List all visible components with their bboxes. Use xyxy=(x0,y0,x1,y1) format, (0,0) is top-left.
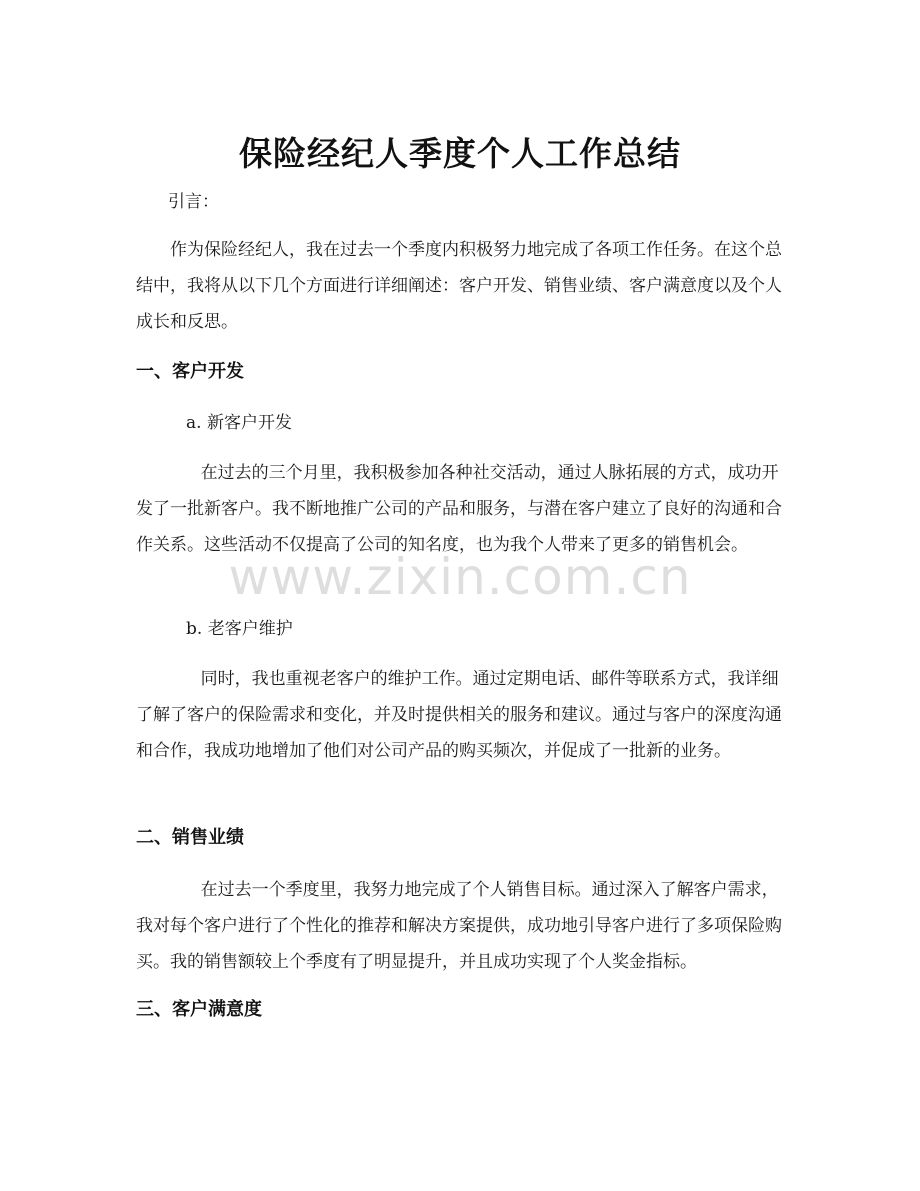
paragraph-existing-customers: 同时，我也重视老客户的维护工作。通过定期电话、邮件等联系方式，我详细了解了客户的保险需求和变化，并及时提供相关的服务和建议。通过与客户的深度沟通和合作，我成功地增加了他们对公司产品的购买频次，并促成了一批新的业务。 xyxy=(136,669,782,761)
intro-paragraph: 作为保险经纪人，我在过去一个季度内积极努力地完成了各项工作任务。在这个总结中，我将从以下几个方面进行详细阐述：客户开发、销售业绩、客户满意度以及个人成长和反思。 xyxy=(136,240,782,332)
paragraph-new-customers: 在过去的三个月里，我积极参加各种社交活动，通过人脉拓展的方式，成功开发了一批新客户。我不断地推广公司的产品和服务，与潜在客户建立了良好的沟通和合作关系。这些活动不仅提高了公司的知名度，也为我个人带来了更多的销售机会。 xyxy=(136,463,782,555)
section-heading-customer-satisfaction: 三、客户满意度 xyxy=(136,999,262,1020)
paragraph-sales-performance: 在过去一个季度里，我努力地完成了个人销售目标。通过深入了解客户需求，我对每个客户进行了个性化的推荐和解决方案提供，成功地引导客户进行了多项保险购买。我的销售额较上个季度有了明显提升，并且成功实现了个人奖金指标。 xyxy=(136,880,782,972)
subheading-existing-customers: b. 老客户维护 xyxy=(186,619,293,639)
intro-label: 引言： xyxy=(168,192,219,212)
section-heading-customer-development: 一、客户开发 xyxy=(136,361,244,382)
document-title: 保险经纪人季度个人工作总结 xyxy=(239,134,681,174)
section-heading-sales-performance: 二、销售业绩 xyxy=(136,827,244,848)
watermark: www.zixin.com.cn xyxy=(228,548,692,606)
subheading-new-customers: a. 新客户开发 xyxy=(186,413,292,433)
